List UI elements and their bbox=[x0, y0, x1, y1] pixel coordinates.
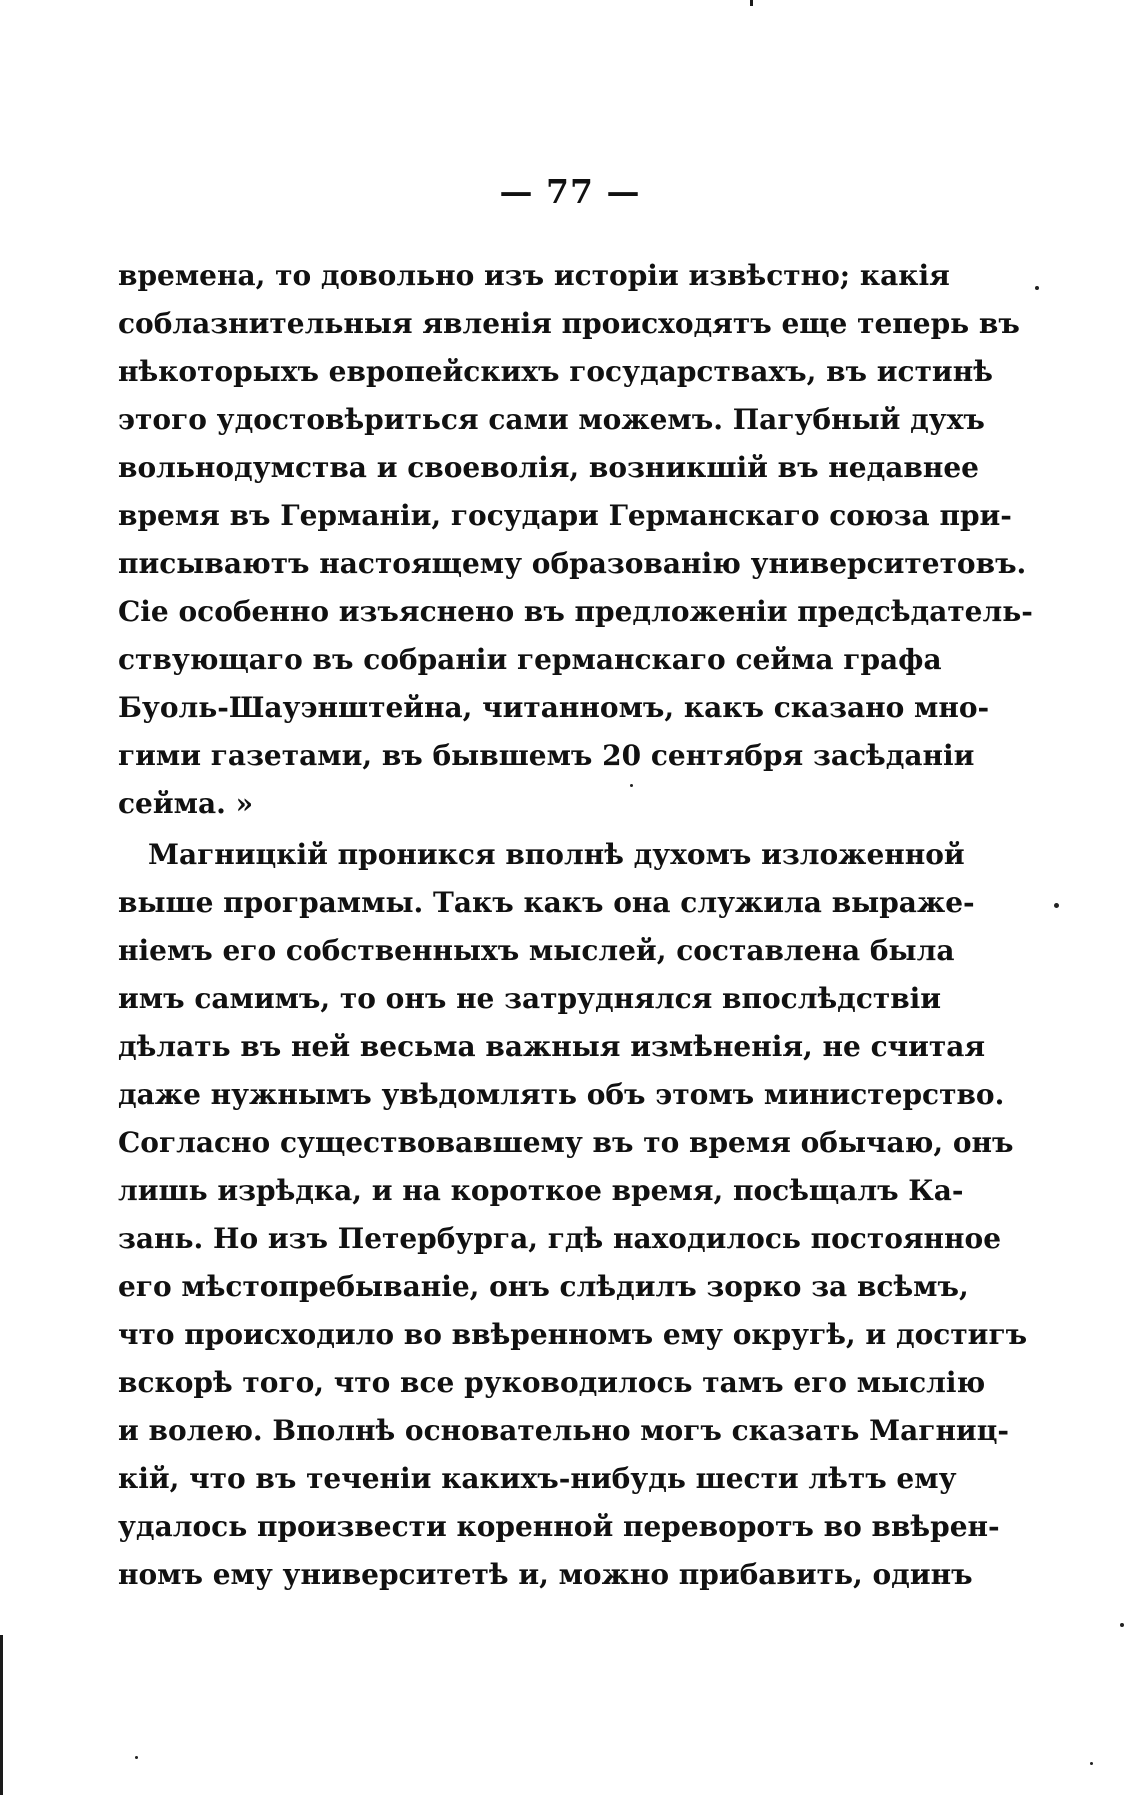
text-line: Магницкій проникся вполнѣ духомъ изложенной bbox=[148, 838, 965, 871]
text-line: этого удостовѣриться сами можемъ. Пагубный духъ bbox=[118, 403, 985, 436]
text-line: номъ ему университетѣ и, можно прибавить, одинъ bbox=[118, 1558, 973, 1591]
page-edge-shadow bbox=[0, 1635, 3, 1795]
text-line: сейма. » bbox=[118, 787, 254, 820]
scan-speck bbox=[1090, 1762, 1093, 1765]
text-line: соблазнительныя явленія происходятъ еще теперь въ bbox=[118, 307, 1020, 340]
text-line: кій, что въ теченіи какихъ-нибудь шести лѣтъ ему bbox=[118, 1462, 957, 1495]
text-line: удалось произвести коренной переворотъ во ввѣрен- bbox=[118, 1510, 1000, 1543]
text-line: вольнодумства и своеволія, возникшій въ недавнее bbox=[118, 451, 979, 484]
text-line: ніемъ его собственныхъ мыслей, составлена была bbox=[118, 934, 955, 967]
text-line: и волею. Вполнѣ основательно могъ сказать Магниц- bbox=[118, 1414, 1010, 1447]
text-line: даже нужнымъ увѣдомлять объ этомъ министерство. bbox=[118, 1078, 1005, 1111]
text-line: что происходило во ввѣренномъ ему округѣ, и достигъ bbox=[118, 1318, 1028, 1351]
text-line: время въ Германіи, государи Германскаго союза при- bbox=[118, 499, 1012, 532]
text-line: гими газетами, въ бывшемъ 20 сентября засѣданіи bbox=[118, 739, 975, 772]
text-line: Буоль-Шауэнштейна, читанномъ, какъ сказано мно- bbox=[118, 691, 990, 724]
text-line: Сіе особенно изъяснено въ предложеніи предсѣдатель- bbox=[118, 595, 1033, 628]
text-line: лишь изрѣдка, и на короткое время, посѣщалъ Ка- bbox=[118, 1174, 964, 1207]
text-line: времена, то довольно изъ исторіи извѣстно; какія bbox=[118, 259, 950, 292]
page-number: — 77 — bbox=[499, 172, 641, 211]
scan-speck bbox=[1120, 1623, 1124, 1627]
text-line: имъ самимъ, то онъ не затруднялся впослѣдствіи bbox=[118, 982, 942, 1015]
text-line: Согласно существовавшему въ то время обычаю, онъ bbox=[118, 1126, 1014, 1159]
scan-speck bbox=[1035, 286, 1039, 290]
text-line: его мѣстопребываніе, онъ слѣдилъ зорко за всѣмъ, bbox=[118, 1270, 969, 1303]
scan-speck bbox=[630, 784, 633, 787]
text-line: ствующаго въ собраніи германскаго сейма графа bbox=[118, 643, 942, 676]
text-line: нѣкоторыхъ европейскихъ государствахъ, въ истинѣ bbox=[118, 355, 993, 388]
text-line: вскорѣ того, что все руководилось тамъ его мыслію bbox=[118, 1366, 986, 1399]
scan-speck bbox=[135, 1756, 138, 1759]
text-line: зань. Но изъ Петербурга, гдѣ находилось постоянное bbox=[118, 1222, 1002, 1255]
scan-speck bbox=[1054, 903, 1059, 908]
text-line: выше программы. Такъ какъ она служила выраже- bbox=[118, 886, 975, 919]
scan-mark bbox=[750, 0, 753, 6]
body-text bbox=[118, 252, 1033, 1599]
text-line: дѣлать въ ней весьма важныя измѣненія, не считая bbox=[118, 1030, 986, 1063]
text-line: писываютъ настоящему образованію университетовъ. bbox=[118, 547, 1027, 580]
